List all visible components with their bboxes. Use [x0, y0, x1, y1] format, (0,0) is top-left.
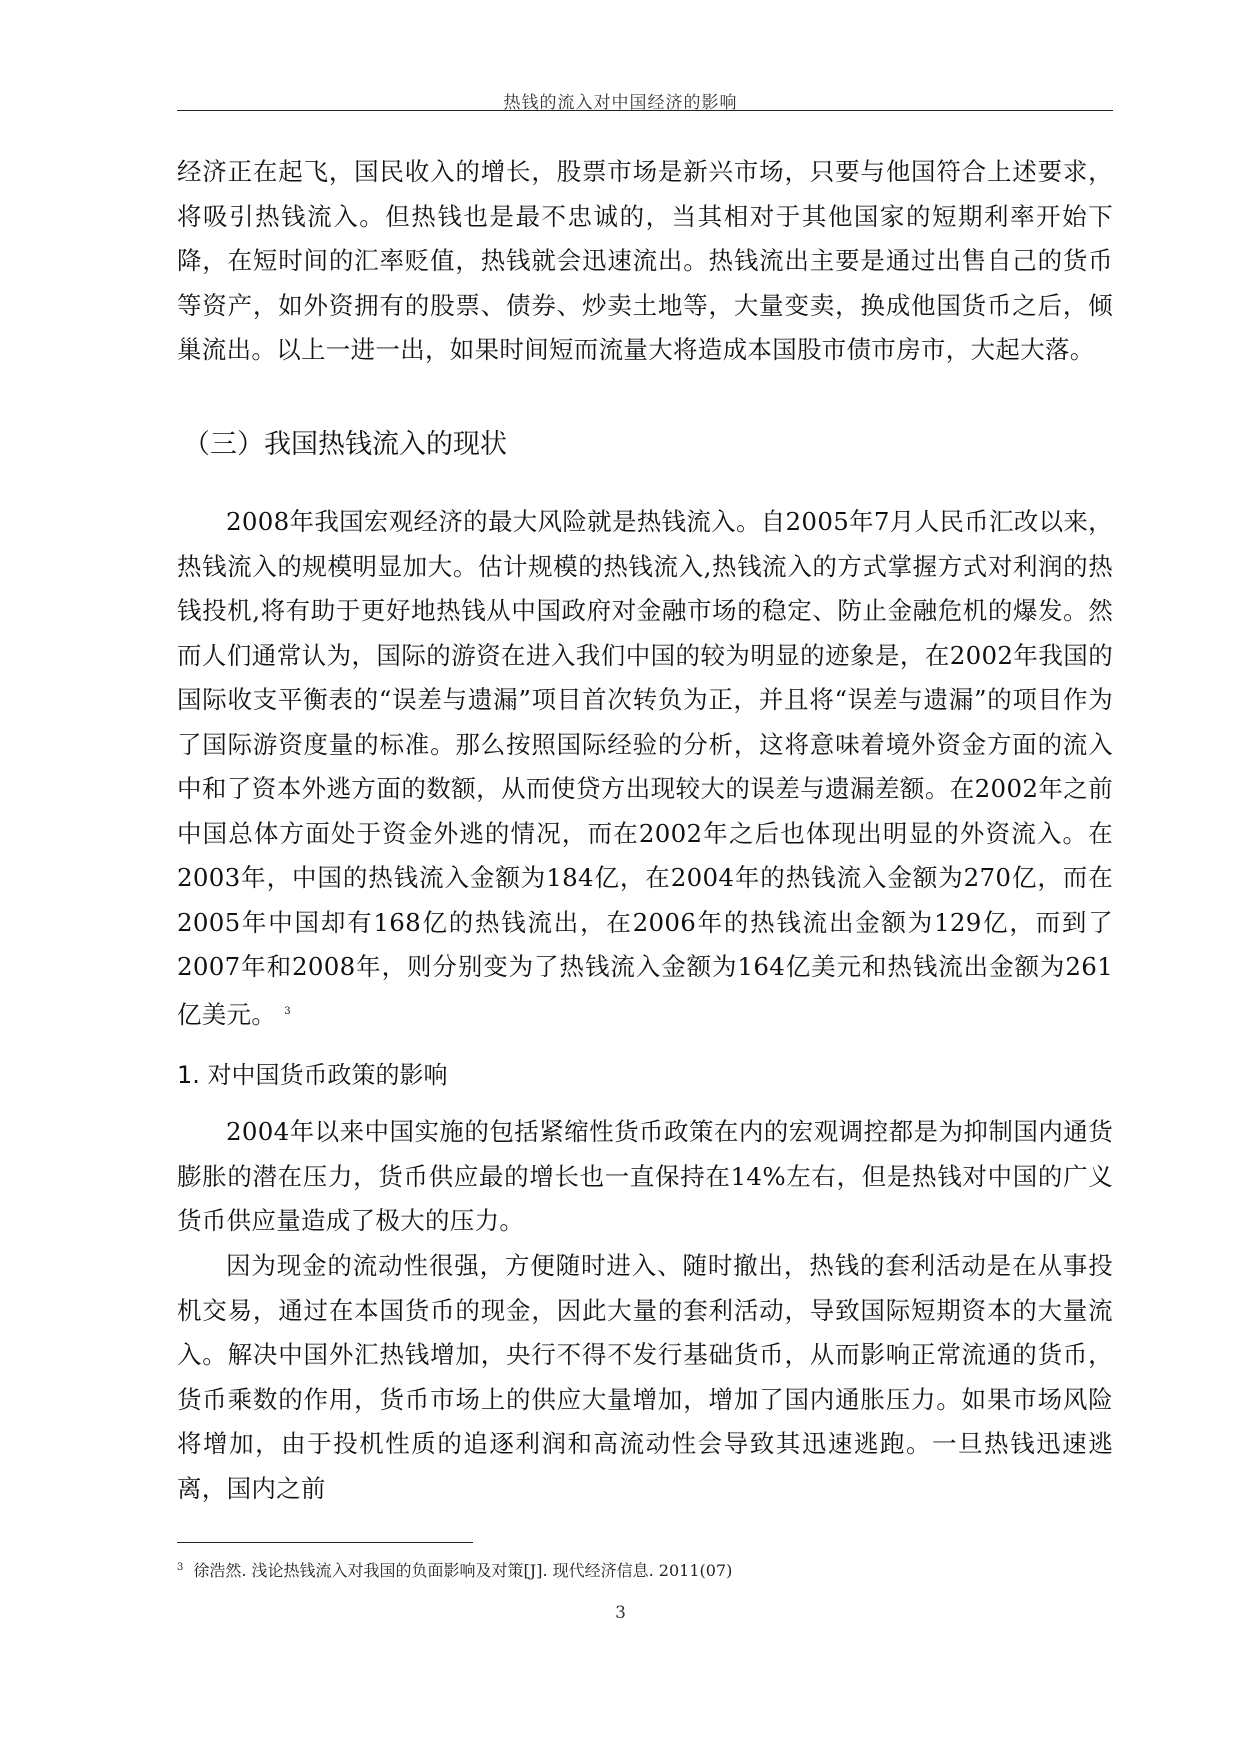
- footnote: [177, 1558, 732, 1581]
- page-number: 3: [615, 1603, 626, 1623]
- section-paragraph-text: 2008年我国宏观经济的最大风险就是热钱流入。自2005年7月人民币汇改以来，热钱流入的规模明显加大。估计规模的热钱流入,热钱流入的方式掌握方式对利润的热钱投机,将有助于更好地热钱从中国政府对金融市场的稳定、防止金融危机的爆发。然而人们通常认为，国际的游资在进入我们中国的较为明显的迹象是，在2002年我国的国际收支平衡表的“误差与遗漏”项目首次转负为正，并且将“误差与遗漏”的项目作为了国际游资度量的标准。那么按照国际经验的分析，这将意味着境外资金方面的流入中和了资本外逃方面的数额，从而使贷方出现较大的误差与遗漏差额。在2002年之前中国总体方面处于资金外逃的情况，而在2002年之后也体现出明显的外资流入。在2003年，中国的热钱流入金额为184亿，在2004年的热钱流入金额为270亿，而在2005年中国却有168亿的热钱流出，在2006年的热钱流出金额为129亿，而到了2007年和2008年，则分别变为了热钱流入金额为164亿美元和热钱流出金额为261亿美元。: [177, 507, 1113, 1029]
- section-paragraph: [177, 500, 1113, 1037]
- subsection-paragraph-2: 因为现金的流动性很强，方便随时进入、随时撤出，热钱的套利活动是在从事投机交易，通过在本国货币的现金，因此大量的套利活动，导致国际短期资本的大量流入。解决中国外汇热钱增加，央行不得不发行基础货币，从而影响正常流通的货币，货币乘数的作用，货币市场上的供应大量增加，增加了国内通胀压力。如果市场风险将增加，由于投机性质的追逐利润和高流动性会导致其迅速逃跑。一旦热钱迅速逃离，国内之前: [177, 1251, 1113, 1503]
- footnote-text: 徐浩然. 浅论热钱流入对我国的负面影响及对策[J]. 现代经济信息. 2011(07): [193, 1561, 733, 1580]
- running-header: 热钱的流入对中国经济的影响: [503, 93, 738, 113]
- subsection-heading: 1. 对中国货币政策的影响: [177, 1061, 448, 1089]
- header-divider: [177, 110, 1113, 111]
- footnote-divider: [177, 1542, 473, 1543]
- section-heading: （三）我国热钱流入的现状: [183, 429, 507, 460]
- subsection-paragraph-1: 2004年以来中国实施的包括紧缩性货币政策在内的宏观调控都是为抑制国内通货膨胀的潜在压力，货币供应最的增长也一直保持在14%左右，但是热钱对中国的广义货币供应量造成了极大的压力。: [177, 1117, 1113, 1235]
- footnote-marker: 3: [177, 1561, 184, 1573]
- footnote-reference: 3: [284, 1005, 291, 1017]
- intro-paragraph: 经济正在起飞，国民收入的增长，股票市场是新兴市场，只要与他国符合上述要求，将吸引热钱流入。但热钱也是最不忠诚的，当其相对于其他国家的短期利率开始下降，在短时间的汇率贬值，热钱就会迅速流出。热钱流出主要是通过出售自己的货币等资产，如外资拥有的股票、债券、炒卖土地等，大量变卖，换成他国货币之后，倾巢流出。以上一进一出，如果时间短而流量大将造成本国股市债市房市，大起大落。: [177, 157, 1113, 364]
